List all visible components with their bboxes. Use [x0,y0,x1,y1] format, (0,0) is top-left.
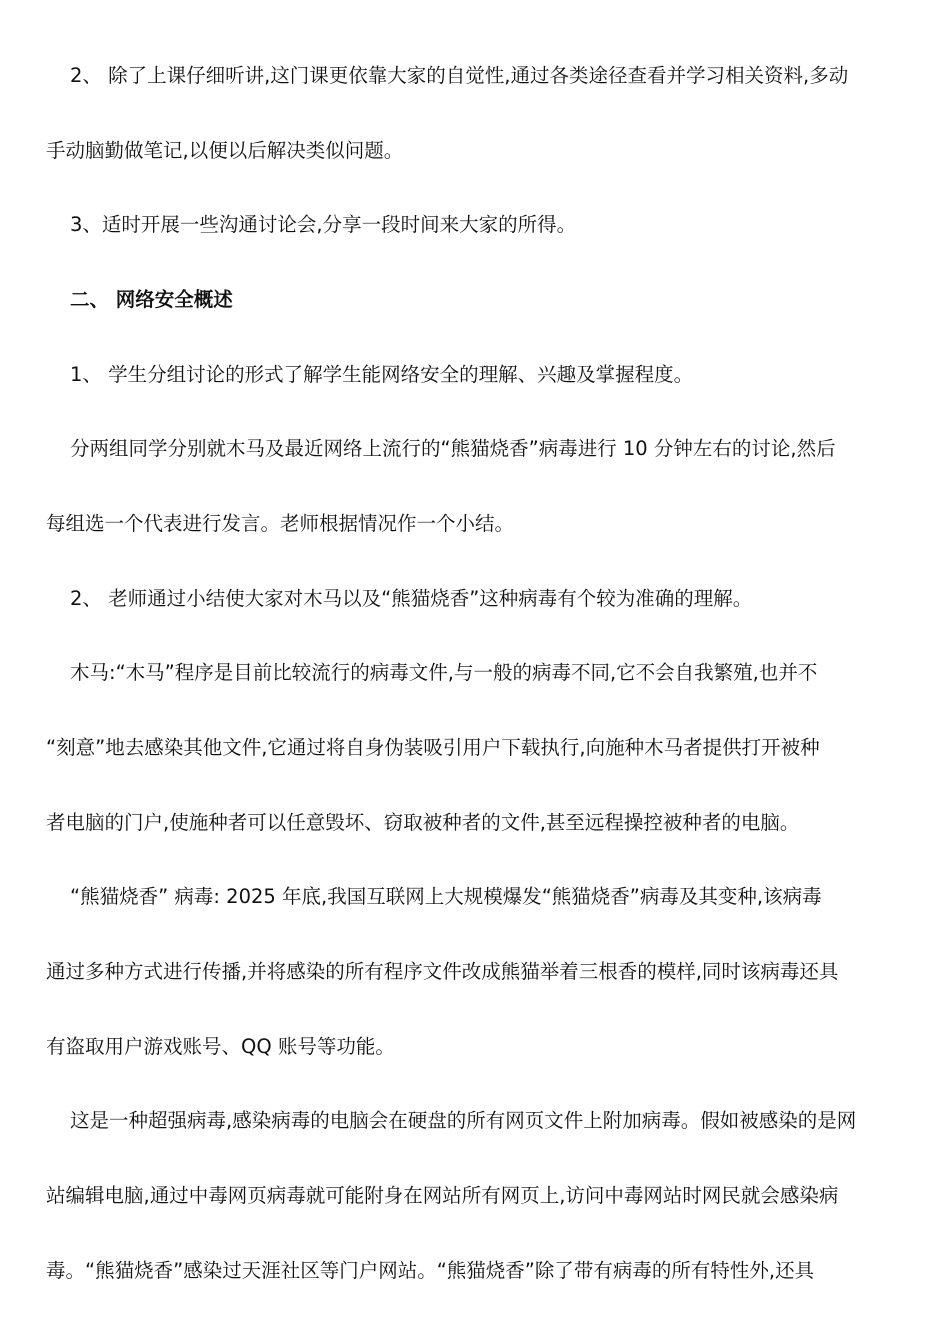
paragraph-discussion-line-2: 每组选一个代表进行发言。老师根据情况作一个小结。 [46,512,515,535]
paragraph-superviral-line-2: 站编辑电脑,通过中毒网页病毒就可能附身在网站所有网页上,访问中毒网站时网民就会感染病 [46,1184,839,1207]
paragraph-trojan-line-3: 者电脑的门户,使施种者可以任意毁坏、窃取被种者的文件,甚至远程操控被种者的电脑。 [46,811,800,834]
paragraph-trojan-line-2: “刻意”地去感染其他文件,它通过将自身伪装吸引用户下载执行,向施种木马者提供打开被种 [46,736,820,759]
paragraph-item-3: 3、适时开展一些沟通讨论会,分享一段时间来大家的所得。 [70,213,577,236]
paragraph-panda-line-2: 通过多种方式进行传播,并将感染的所有程序文件改成熊猫举着三根香的模样,同时该病毒还具 [46,960,839,983]
paragraph-superviral-line-3: 毒。“熊猫烧香”感染过天涯社区等门户网站。“熊猫烧香”除了带有病毒的所有特性外,还具 [46,1259,815,1282]
paragraph-item-2-line-2: 手动脑勤做笔记,以便以后解决类似问题。 [46,139,404,162]
paragraph-trojan-line-1: 木马:“木马”程序是目前比较流行的病毒文件,与一般的病毒不同,它不会自我繁殖,也并不 [70,661,818,684]
paragraph-item-2-line-1: 2、 除了上课仔细听讲,这门课更依靠大家的自觉性,通过各类途径查看并学习相关资料,多动 [70,64,849,87]
paragraph-panda-line-1: “熊猫烧香” 病毒: 2025 年底,我国互联网上大规模爆发“熊猫烧香”病毒及其变种,该病毒 [70,885,822,908]
paragraph-discussion-line-1: 分两组同学分别就木马及最近网络上流行的“熊猫烧香”病毒进行 10 分钟左右的讨论,然后 [70,437,836,460]
paragraph-superviral-line-1: 这是一种超强病毒,感染病毒的电脑会在硬盘的所有网页文件上附加病毒。假如被感染的是网 [70,1109,857,1132]
paragraph-item-2b: 2、 老师通过小结使大家对木马以及“熊猫烧香”这种病毒有个较为准确的理解。 [70,587,753,610]
paragraph-panda-line-3: 有盗取用户游戏账号、QQ 账号等功能。 [46,1035,395,1058]
paragraph-item-1: 1、 学生分组讨论的形式了解学生能网络安全的理解、兴趣及掌握程度。 [70,363,694,386]
section-heading: 二、 网络安全概述 [70,288,233,311]
